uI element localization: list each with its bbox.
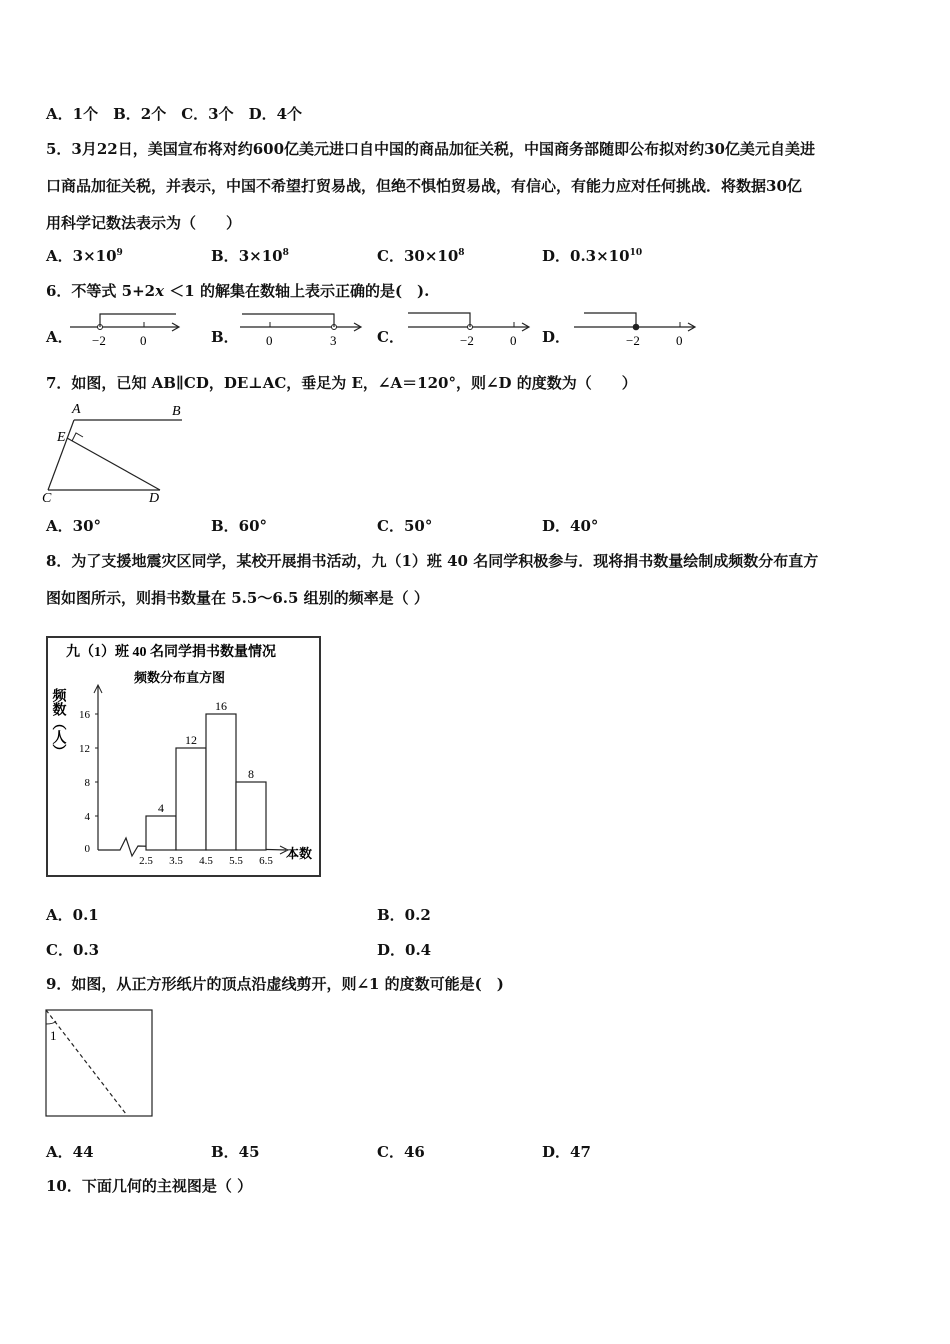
histogram-bar-label: 4 bbox=[158, 801, 164, 815]
q9-option-c[interactable]: C．46 bbox=[377, 1143, 425, 1161]
q8-option-a[interactable]: A．0.1 bbox=[46, 906, 99, 924]
q7-option-b[interactable]: B．60° bbox=[211, 517, 268, 535]
histogram-bar bbox=[236, 782, 266, 850]
q5-option-c[interactable]: C．$30\times 10^8$ bbox=[377, 247, 465, 265]
q7-stem: 7．如图，已知 AB∥CD，DE⊥AC，垂足为 E，∠A＝120°，则∠D 的度数为（ ） bbox=[46, 374, 637, 392]
q9-angle-label: 1 bbox=[50, 1028, 57, 1043]
q10-stem: 10．下面几何的主视图是（ ） bbox=[46, 1177, 253, 1195]
histogram-y-tick: 0 bbox=[84, 843, 90, 855]
histogram-y-tick: 8 bbox=[84, 777, 90, 789]
histogram-y-tick: 16 bbox=[79, 709, 90, 721]
q7-label-a: A bbox=[72, 402, 81, 417]
histogram-bar-label: 12 bbox=[185, 733, 197, 747]
q6-a-tick-2: 0 bbox=[140, 333, 147, 348]
q8-option-b[interactable]: B．0.2 bbox=[377, 906, 431, 924]
q6-number-line-b[interactable] bbox=[236, 308, 366, 350]
q5-option-d[interactable]: D．$0.3\times 10^{10}$ bbox=[542, 247, 643, 265]
q9-square-figure bbox=[44, 1008, 156, 1118]
q6-a-tick-1: −2 bbox=[92, 333, 106, 348]
q5-option-a[interactable]: A．$3\times 10^9$ bbox=[46, 247, 123, 265]
histogram-subtitle: 频数分布直方图 bbox=[134, 670, 226, 685]
histogram-y-tick: 12 bbox=[79, 743, 90, 755]
histogram-title: 九（1）班 40 名同学捐书数量情况 bbox=[66, 645, 276, 660]
q6-d-tick-2: 0 bbox=[676, 333, 683, 348]
q6-stem: 6．不等式 5+2x ＜1 的解集在数轴上表示正确的是( ). bbox=[46, 282, 430, 300]
histogram-x-tick: 5.5 bbox=[229, 855, 243, 867]
q7-label-d: D bbox=[149, 491, 160, 506]
q4-options: A．1个 B．2个 C．3个 D．4个 bbox=[46, 105, 303, 123]
q7-triangle-figure bbox=[40, 398, 190, 506]
histogram-x-tick: 3.5 bbox=[169, 855, 183, 867]
q9-option-a[interactable]: A．44 bbox=[46, 1143, 94, 1161]
q9-option-d[interactable]: D．47 bbox=[542, 1143, 591, 1161]
q6-number-line-a[interactable] bbox=[66, 308, 186, 350]
q6-option-b-label[interactable]: B． bbox=[211, 328, 239, 346]
q6-c-tick-2: 0 bbox=[510, 333, 517, 348]
q5-stem-line2: 口商品加征关税，并表示，中国不希望打贸易战，但绝不惧怕贸易战，有信心，有能力应对任何挑战．将数据30亿 bbox=[46, 177, 802, 195]
q7-option-c[interactable]: C．50° bbox=[377, 517, 433, 535]
q6-option-a-label[interactable]: A． bbox=[46, 328, 73, 346]
q7-option-a[interactable]: A．30° bbox=[46, 517, 102, 535]
q5-stem-line1: 5．3月22日，美国宣布将对约600亿美元进口自中国的商品加征关税，中国商务部随即公布拟对约30亿美元自美进 bbox=[46, 140, 815, 158]
q8-stem-line1: 8．为了支援地震灾区同学，某校开展捐书活动，九（1）班 40 名同学积极参与．现将捐书数量绘制成频数分布直方 bbox=[46, 552, 819, 570]
q7-label-e: E bbox=[57, 430, 66, 445]
q7-label-b: B bbox=[172, 404, 181, 419]
q6-c-tick-1: −2 bbox=[460, 333, 474, 348]
q6-option-c-label[interactable]: C． bbox=[377, 328, 404, 346]
q5-option-b[interactable]: B．$3\times 10^8$ bbox=[211, 247, 289, 265]
q6-number-line-c[interactable] bbox=[404, 306, 536, 350]
histogram-bar-label: 16 bbox=[215, 699, 227, 713]
histogram-y-tick: 4 bbox=[84, 811, 90, 823]
q6-b-tick-2: 3 bbox=[330, 333, 337, 348]
histogram-ylabel: 频数（人） bbox=[50, 688, 66, 758]
q7-label-c: C bbox=[42, 491, 52, 506]
histogram-bar-label: 8 bbox=[248, 767, 254, 781]
q8-option-c[interactable]: C．0.3 bbox=[46, 941, 100, 959]
histogram-bar bbox=[176, 748, 206, 850]
histogram-bar bbox=[206, 714, 236, 850]
histogram-xlabel: 本数 bbox=[286, 846, 313, 861]
histogram-x-tick: 2.5 bbox=[139, 855, 153, 867]
histogram-bar bbox=[146, 816, 176, 850]
q5-stem-line3: 用科学记数法表示为（ ） bbox=[46, 214, 242, 232]
q9-stem: 9．如图，从正方形纸片的顶点沿虚线剪开，则∠1 的度数可能是( ) bbox=[46, 975, 504, 993]
q8-stem-line2: 图如图所示，则捐书数量在 5.5～6.5 组别的频率是（ ） bbox=[46, 589, 429, 607]
histogram-x-tick: 4.5 bbox=[199, 855, 213, 867]
q6-number-line-d[interactable] bbox=[570, 306, 702, 350]
q6-b-tick-1: 0 bbox=[266, 333, 273, 348]
q7-option-d[interactable]: D．40° bbox=[542, 517, 599, 535]
q6-d-tick-1: −2 bbox=[626, 333, 640, 348]
q6-option-d-label[interactable]: D． bbox=[542, 328, 571, 346]
q8-histogram bbox=[46, 636, 322, 878]
q8-option-d[interactable]: D．0.4 bbox=[377, 941, 432, 959]
q9-option-b[interactable]: B．45 bbox=[211, 1143, 260, 1161]
histogram-x-tick: 6.5 bbox=[259, 855, 273, 867]
